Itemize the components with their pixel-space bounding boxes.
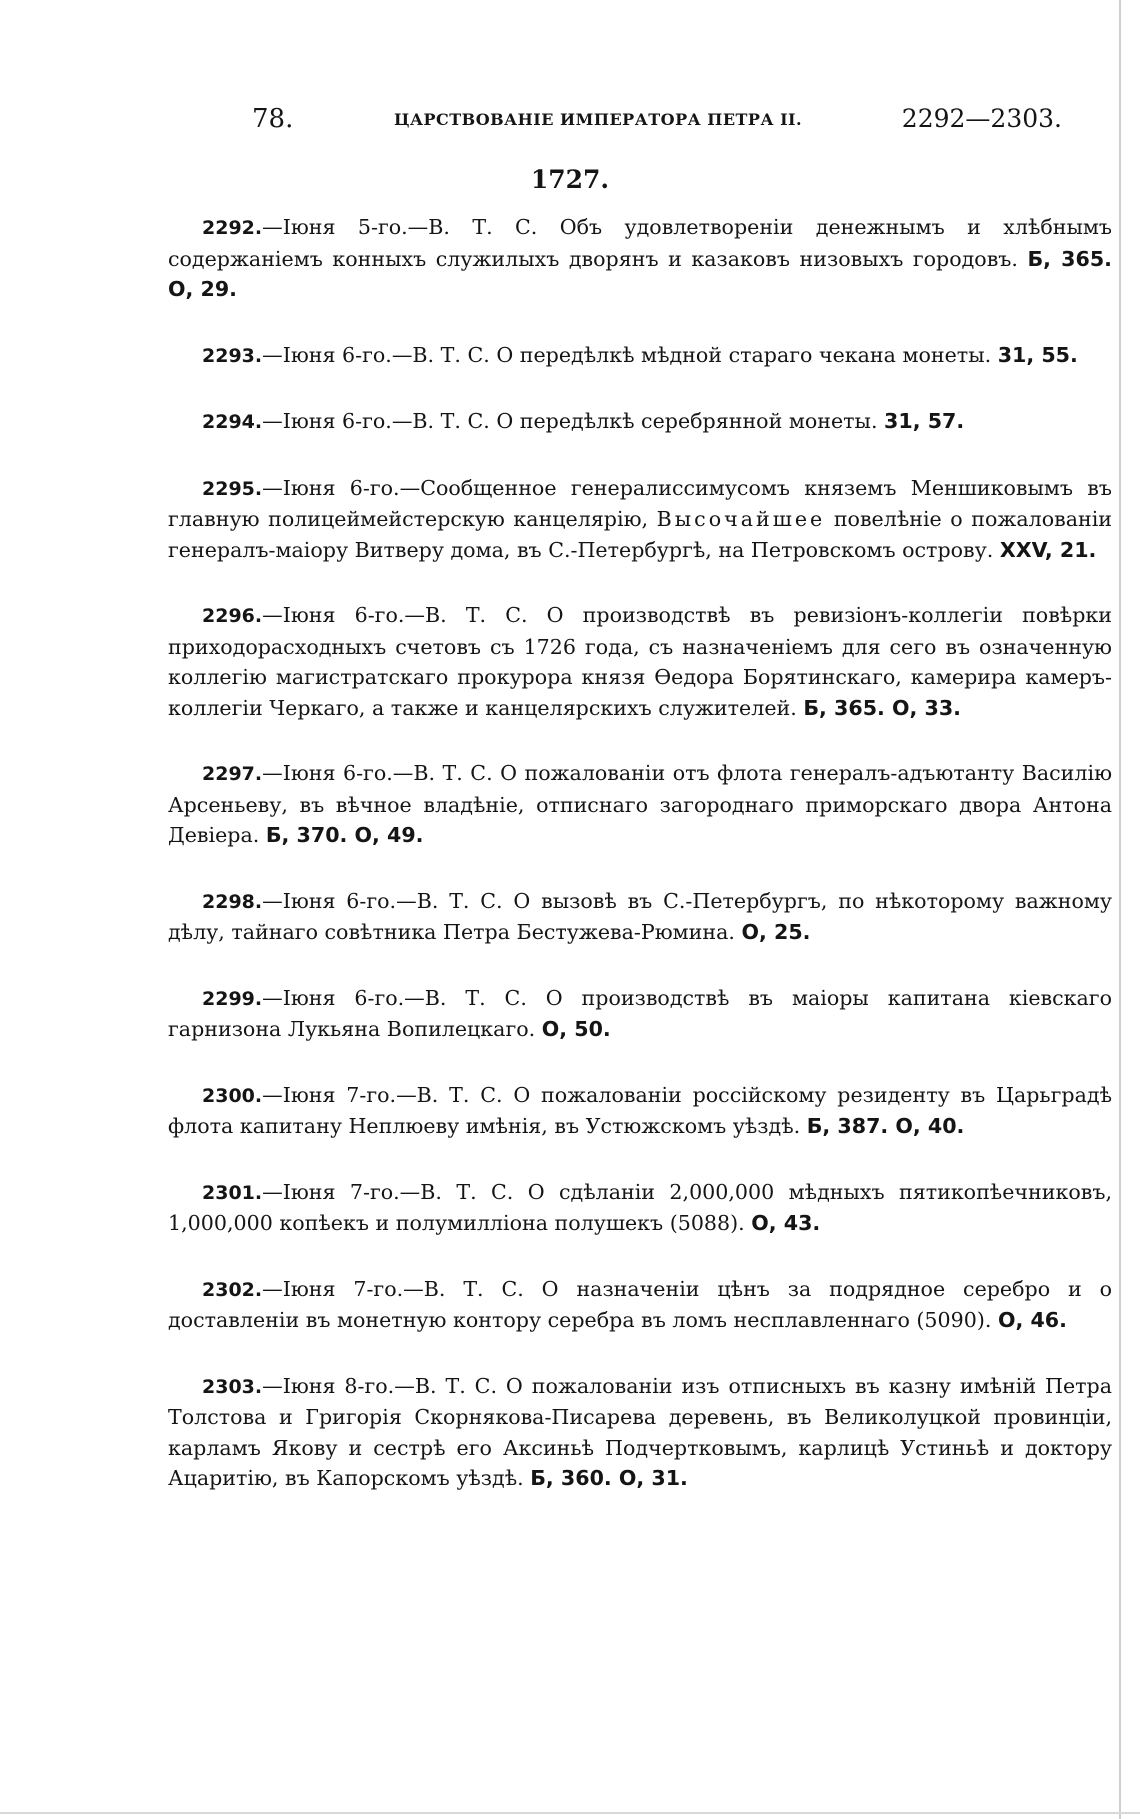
page-header xyxy=(244,104,1084,140)
entry-2298 xyxy=(168,886,1112,948)
entry-text: —Іюня 6-го.—Сообщенное генералиссимусомъ княземъ Меншиковымъ въ главную полицеймейстерскую канцелярію, xyxy=(168,475,1112,531)
entry-reference: 31, 57. xyxy=(884,409,965,433)
entry-2297 xyxy=(168,758,1112,851)
entry-text: повелѣніе о пожалованіи генералъ-маіору Витверу дома, въ С.-Петербургѣ, на Петровскомъ острову. xyxy=(168,507,1113,562)
entry-2301 xyxy=(168,1177,1112,1239)
entry-number: 2302. xyxy=(202,1278,263,1301)
entries-list xyxy=(168,212,1112,1529)
entry-text: —Іюня 8-го.—В. Т. С. О пожалованіи изъ отписныхъ въ казну имѣній Петра Толстова и Григорія Скорнякова-Писарева деревень, въ Великолуцкой провинціи, карламъ Якову и сестрѣ его Аксиньѣ Подчертковымъ, карлицѣ Устиньѣ и доктору Ацаритію, въ Капорскомъ уѣздѣ. xyxy=(168,1373,1112,1490)
entry-range: 2292—2303. xyxy=(901,104,1062,133)
entry-reference: О, 46. xyxy=(997,1308,1067,1332)
entry-2293 xyxy=(168,340,1112,372)
entry-reference: О, 25. xyxy=(741,920,811,944)
entry-reference: Б, 360. О, 31. xyxy=(530,1466,688,1490)
entry-reference: Б, 370. О, 49. xyxy=(265,823,424,847)
entry-reference: О, 43. xyxy=(751,1211,821,1235)
entry-reference: XXV, 21. xyxy=(999,537,1097,562)
entry-2294 xyxy=(168,406,1112,438)
entry-text: —Іюня 5-го.—В. Т. С. Объ удовлетвореніи денежнымъ и хлѣбнымъ содержаніемъ конныхъ служилыхъ дворянъ и казаковъ низовыхъ городовъ. xyxy=(168,215,1112,271)
year-heading: 1727. xyxy=(530,165,610,194)
entry-2299 xyxy=(168,983,1112,1045)
entry-2300 xyxy=(168,1080,1112,1142)
entry-text: —Іюня 6-го.—В. Т. С. О вызовѣ въ С.-Петербургъ, по нѣкоторому важному дѣлу, тайнаго совѣтника Петра Бестужева-Рюмина. xyxy=(168,888,1112,944)
entry-2303 xyxy=(168,1371,1112,1494)
entry-reference: 31, 55. xyxy=(997,342,1078,367)
entry-number: 2297. xyxy=(202,763,263,785)
entry-number: 2294. xyxy=(202,411,263,433)
entry-number: 2293. xyxy=(202,344,263,367)
entry-reference: Б, 365. О, 33. xyxy=(803,695,961,720)
entry-text: —Іюня 6-го.—В. Т. С. О производствѣ въ ревизіонъ-коллегіи повѣрки приходорасходныхъ счетовъ съ 1726 года, съ назначеніемъ для сего въ означенную коллегію магистратскаго прокурора князя Ѳедора Борятинскаго, камерира камеръ-коллегіи Черкаго, а также и канцелярскихъ служителей. xyxy=(168,603,1112,720)
entry-2295 xyxy=(168,473,1112,566)
entry-2302 xyxy=(168,1274,1112,1336)
running-title: ЦАРСТВОВАНІЕ ИМПЕРАТОРА ПЕТРА II. xyxy=(394,110,803,129)
entry-number: 2300. xyxy=(202,1084,263,1107)
page-number: 78. xyxy=(252,104,294,134)
entry-number: 2299. xyxy=(202,987,263,1010)
entry-text: —Іюня 6-го.—В. Т. С. О передѣлкѣ серебрянной монеты. xyxy=(262,409,878,433)
entry-text: —Іюня 7-го.—В. Т. С. О сдѣланіи 2,000,000 мѣдныхъ пятикопѣечниковъ, 1,000,000 копѣекъ и полумилліона полушекъ (5088). xyxy=(168,1179,1112,1235)
entry-reference: Б, 365. О, 29. xyxy=(168,246,1112,301)
entry-text: —Іюня 6-го.—В. Т. С. О производствѣ въ маіоры капитана кіевскаго гарнизона Лукьяна Вопилецкаго. xyxy=(168,985,1112,1041)
entry-number: 2292. xyxy=(202,217,263,239)
entry-reference: О, 50. xyxy=(541,1017,611,1041)
entry-number: 2298. xyxy=(202,890,263,913)
entry-text-spaced: Высочайшее xyxy=(656,507,826,531)
entry-text: —Іюня 6-го.—В. Т. С. О пожалованіи отъ флота генералъ-адъютанту Василію Арсеньеву, въ вѣчное владѣніе, отписнаго загороднаго приморскаго двора Антона Девіера. xyxy=(168,761,1112,847)
entry-text: —Іюня 7-го.—В. Т. С. О назначеніи цѣнъ за подрядное серебро и о доставленіи въ монетную контору серебра въ ломъ несплавленнаго (5090). xyxy=(168,1276,1112,1332)
bottom-edge-line xyxy=(0,1812,1140,1814)
entry-number: 2295. xyxy=(202,477,263,500)
entry-text: —Іюня 6-го.—В. Т. С. О передѣлкѣ мѣдной стараго чекана монеты. xyxy=(262,342,992,367)
entry-reference: Б, 387. О, 40. xyxy=(806,1114,965,1138)
entry-number: 2296. xyxy=(202,605,263,627)
entry-text: —Іюня 7-го.—В. Т. С. О пожалованіи россійскому резиденту въ Царьградѣ флота капитану Неплюеву имѣнія, въ Устюжскомъ уѣздѣ. xyxy=(168,1082,1112,1138)
entry-number: 2301. xyxy=(202,1181,263,1204)
entry-2292 xyxy=(168,212,1112,305)
entry-number: 2303. xyxy=(202,1375,263,1398)
entry-2296 xyxy=(168,600,1112,723)
page-edge-line xyxy=(1119,0,1121,1819)
